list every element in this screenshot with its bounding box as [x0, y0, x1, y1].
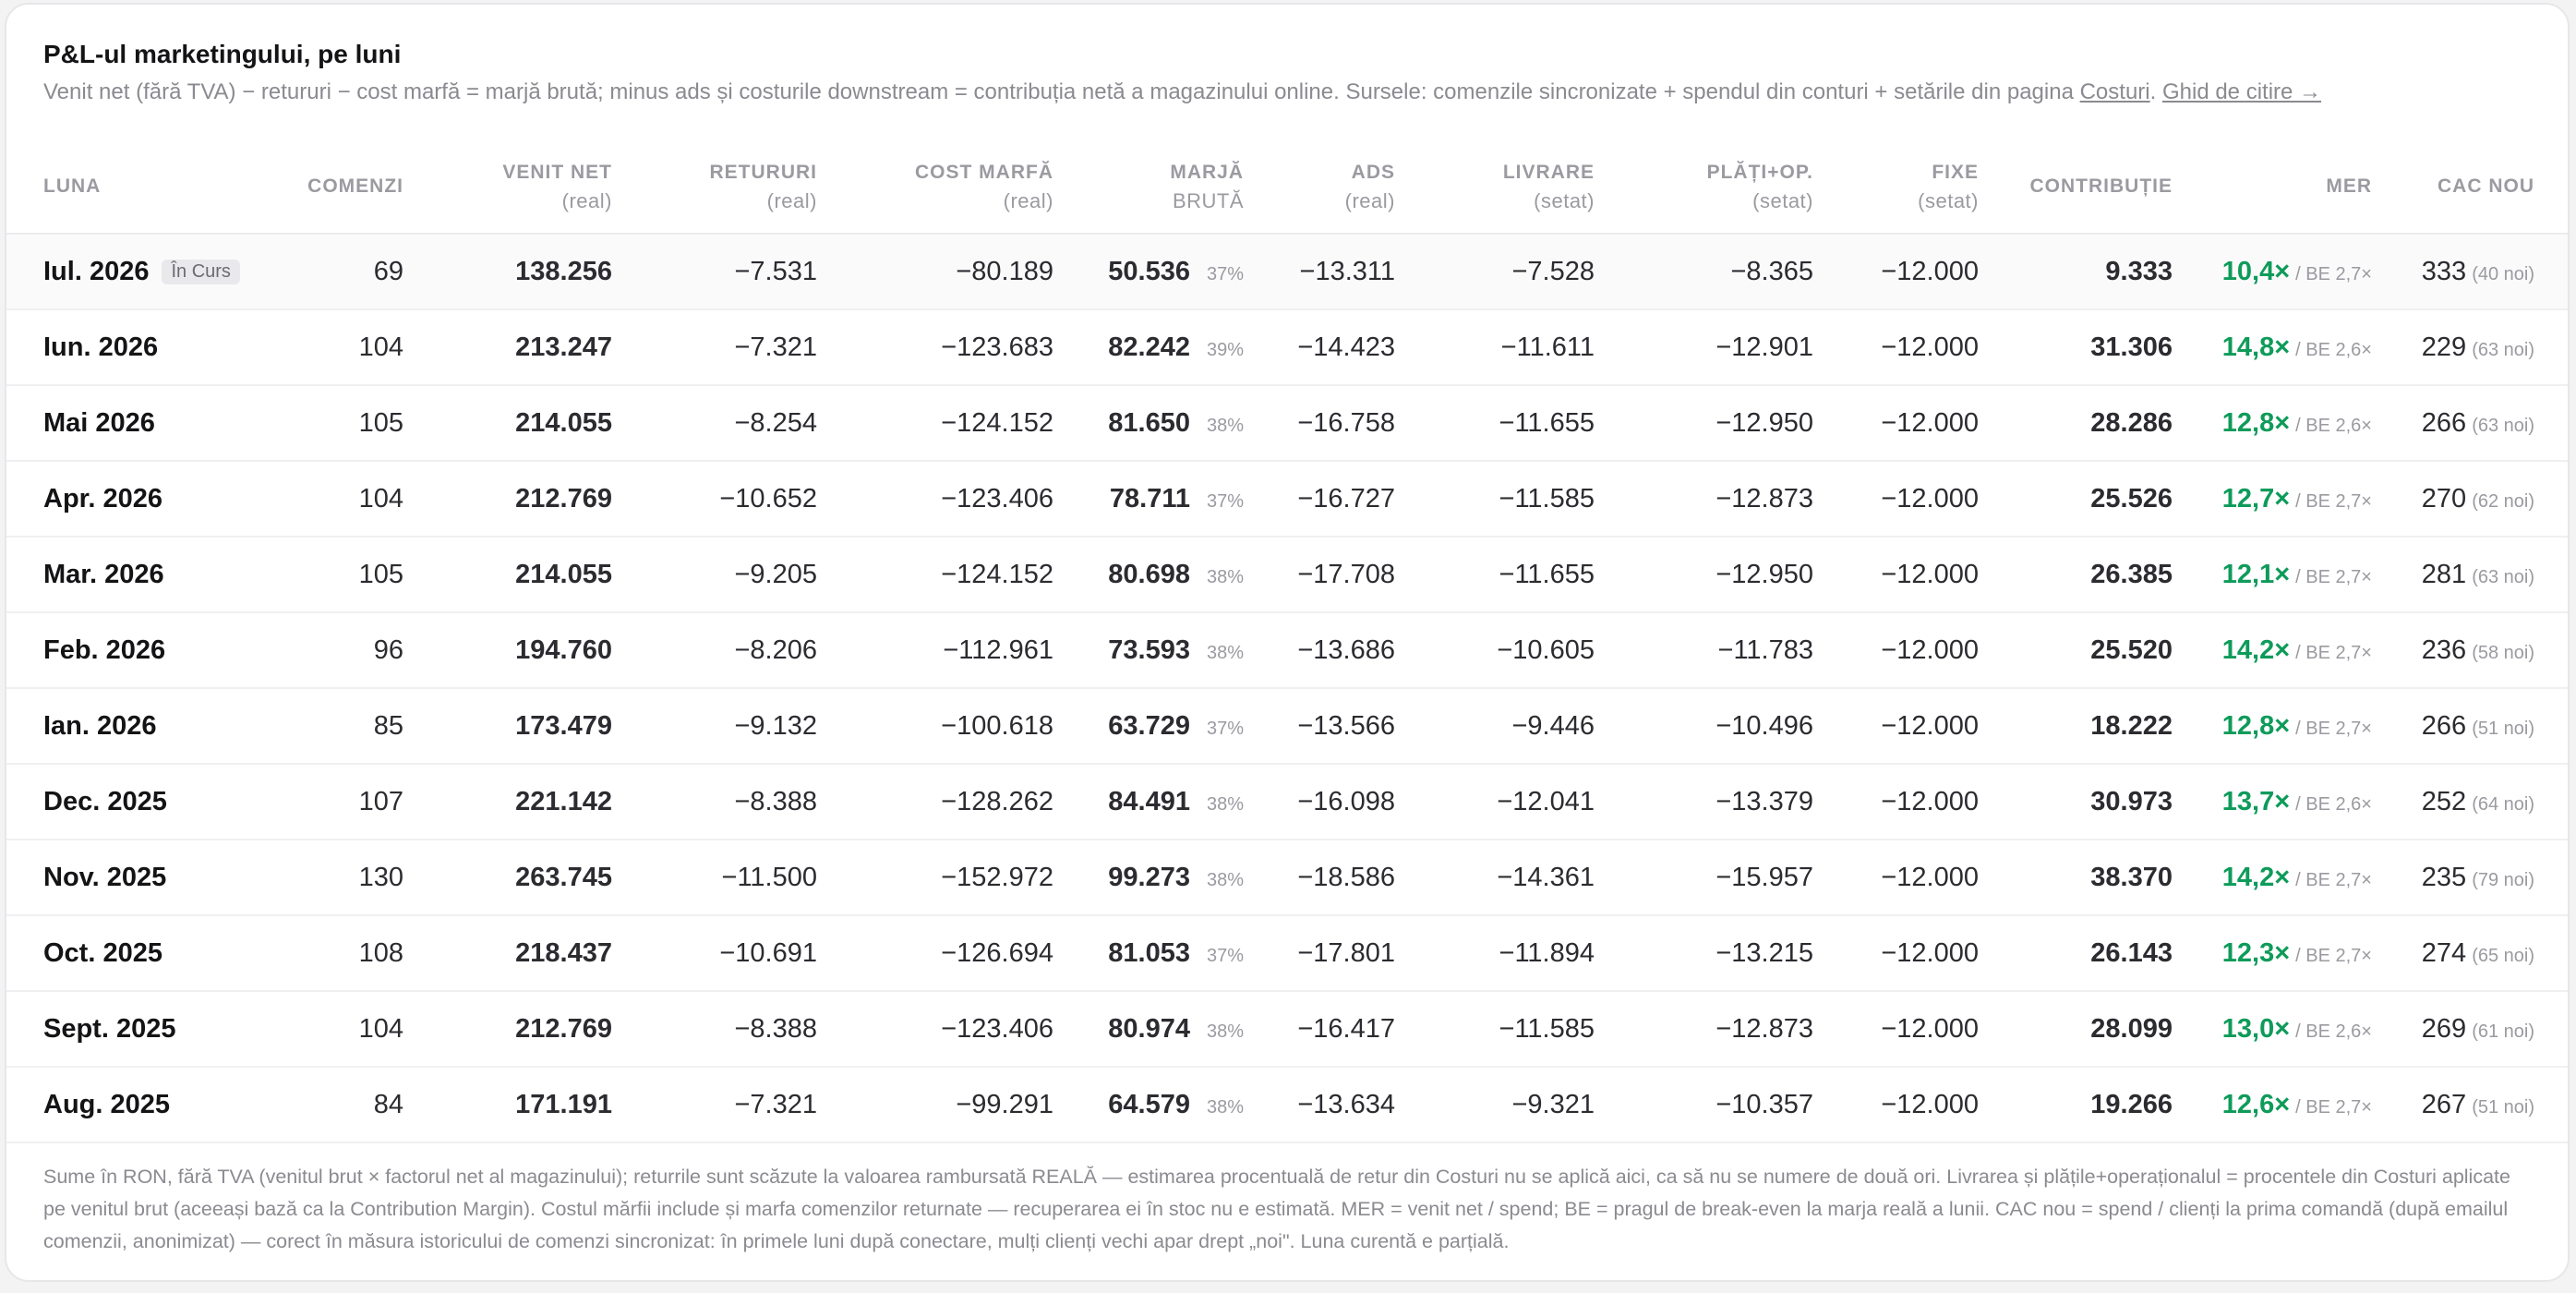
payments-ops-cell: −13.215: [1595, 915, 1813, 991]
gross-margin-value: 63.729: [1108, 710, 1190, 741]
cac-value: 266: [2421, 407, 2467, 438]
net-revenue-cell: 214.055: [403, 385, 612, 461]
month-cell: [6, 385, 214, 461]
gross-margin-percent: 38%: [1206, 415, 1244, 436]
cogs-cell: −112.961: [817, 612, 1053, 688]
table-row[interactable]: [6, 234, 2570, 309]
contribution-cell: 26.143: [1979, 915, 2173, 991]
payments-ops-cell: −11.783: [1595, 612, 1813, 688]
gross-margin-percent: 37%: [1206, 718, 1244, 739]
column-header-label: LIVRARE: [1502, 161, 1595, 183]
month-label: Feb. 2026: [43, 634, 166, 665]
cac-value: 281: [2421, 559, 2467, 589]
column-header: [1813, 139, 1979, 234]
returns-cell: −8.388: [612, 991, 817, 1067]
guide-link[interactable]: Ghid de citire →: [2161, 79, 2322, 104]
ads-cell: −13.686: [1244, 612, 1395, 688]
cac-value: 267: [2421, 1089, 2467, 1119]
mer-cell: [2173, 537, 2372, 612]
payments-ops-cell: −10.357: [1595, 1067, 1813, 1142]
month-label: Oct. 2025: [43, 937, 163, 968]
orders-cell: 107: [214, 764, 403, 840]
pl-card: [5, 3, 2570, 1282]
returns-cell: −10.652: [612, 461, 817, 537]
new-customers-count: (64 noi): [2472, 793, 2534, 815]
fixed-costs-cell: −12.000: [1813, 385, 1979, 461]
fixed-costs-cell: −12.000: [1813, 537, 1979, 612]
returns-cell: −7.531: [612, 234, 817, 309]
column-header: [214, 139, 403, 234]
gross-margin-cell: [1053, 612, 1244, 688]
orders-cell: 104: [214, 309, 403, 385]
column-header: [403, 139, 612, 234]
shipping-cell: −9.321: [1395, 1067, 1595, 1142]
gross-margin-value: 99.273: [1108, 862, 1190, 892]
new-customers-count: (40 noi): [2472, 263, 2534, 284]
contribution-cell: 31.306: [1979, 309, 2173, 385]
ads-cell: −18.586: [1244, 840, 1395, 915]
card-subtitle: [43, 77, 2531, 108]
gross-margin-percent: 37%: [1206, 945, 1244, 966]
new-customers-count: (51 noi): [2472, 1096, 2534, 1118]
gross-margin-percent: 39%: [1206, 339, 1244, 360]
orders-cell: 85: [214, 688, 403, 764]
mer-value: 12,8×: [2221, 407, 2291, 438]
month-cell: [6, 612, 214, 688]
cogs-cell: −152.972: [817, 840, 1053, 915]
ads-cell: −16.727: [1244, 461, 1395, 537]
gross-margin-value: 50.536: [1108, 256, 1190, 286]
net-revenue-cell: 194.760: [403, 612, 612, 688]
returns-cell: −8.206: [612, 612, 817, 688]
cac-value: 266: [2421, 710, 2467, 741]
break-even-label: / BE 2,7×: [2295, 1096, 2372, 1118]
gross-margin-percent: 38%: [1206, 869, 1244, 890]
cac-cell: [2372, 612, 2570, 688]
fixed-costs-cell: −12.000: [1813, 612, 1979, 688]
returns-cell: −9.132: [612, 688, 817, 764]
mer-value: 14,8×: [2221, 332, 2291, 362]
fixed-costs-cell: −12.000: [1813, 1067, 1979, 1142]
contribution-cell: 18.222: [1979, 688, 2173, 764]
gross-margin-cell: [1053, 840, 1244, 915]
gross-margin-cell: [1053, 915, 1244, 991]
column-header-label: ADS: [1351, 161, 1395, 183]
shipping-cell: −12.041: [1395, 764, 1595, 840]
orders-cell: 104: [214, 991, 403, 1067]
net-revenue-cell: 212.769: [403, 991, 612, 1067]
table-row[interactable]: [6, 309, 2570, 385]
gross-margin-percent: 37%: [1206, 263, 1244, 284]
orders-cell: 105: [214, 385, 403, 461]
cac-value: 270: [2421, 483, 2467, 514]
cac-value: 236: [2421, 634, 2467, 665]
cac-cell: [2372, 385, 2570, 461]
payments-ops-cell: −12.950: [1595, 385, 1813, 461]
mer-cell: [2173, 612, 2372, 688]
ads-cell: −16.417: [1244, 991, 1395, 1067]
column-header-label: MER: [2326, 175, 2372, 197]
break-even-label: / BE 2,7×: [2295, 718, 2372, 739]
column-header-label: COST MARFĂ: [915, 161, 1053, 183]
fixed-costs-cell: −12.000: [1813, 991, 1979, 1067]
mer-cell: [2173, 688, 2372, 764]
shipping-cell: −11.585: [1395, 991, 1595, 1067]
month-label: Mar. 2026: [43, 559, 164, 589]
new-customers-count: (61 noi): [2472, 1021, 2534, 1042]
orders-cell: 84: [214, 1067, 403, 1142]
mer-cell: [2173, 840, 2372, 915]
cogs-cell: −80.189: [817, 234, 1053, 309]
column-header: [817, 139, 1053, 234]
gross-margin-cell: [1053, 385, 1244, 461]
gross-margin-value: 81.053: [1108, 937, 1190, 968]
month-label: Mai 2026: [43, 407, 155, 438]
new-customers-count: (65 noi): [2472, 945, 2534, 966]
ads-cell: −16.098: [1244, 764, 1395, 840]
returns-cell: −10.691: [612, 915, 817, 991]
column-header-label: CAC NOU: [2438, 175, 2534, 197]
break-even-label: / BE 2,6×: [2295, 793, 2372, 815]
shipping-cell: −14.361: [1395, 840, 1595, 915]
column-header: [1244, 139, 1395, 234]
table-row[interactable]: [6, 385, 2570, 461]
orders-cell: 96: [214, 612, 403, 688]
gross-margin-cell: [1053, 764, 1244, 840]
fixed-costs-cell: −12.000: [1813, 840, 1979, 915]
contribution-cell: 25.520: [1979, 612, 2173, 688]
month-cell: [6, 537, 214, 612]
gross-margin-percent: 38%: [1206, 566, 1244, 587]
gross-margin-cell: [1053, 688, 1244, 764]
contribution-cell: 28.099: [1979, 991, 2173, 1067]
column-header: [6, 139, 214, 234]
cac-cell: [2372, 991, 2570, 1067]
gross-margin-cell: [1053, 461, 1244, 537]
column-header-label: VENIT NET: [502, 161, 612, 183]
gross-margin-percent: 37%: [1206, 490, 1244, 512]
returns-cell: −7.321: [612, 1067, 817, 1142]
net-revenue-cell: 218.437: [403, 915, 612, 991]
mer-value: 13,7×: [2221, 786, 2291, 816]
new-customers-count: (51 noi): [2472, 718, 2534, 739]
month-label: Iun. 2026: [43, 332, 159, 362]
cogs-cell: −128.262: [817, 764, 1053, 840]
ads-cell: −13.634: [1244, 1067, 1395, 1142]
gross-margin-value: 73.593: [1108, 634, 1190, 665]
shipping-cell: −11.655: [1395, 385, 1595, 461]
mer-value: 12,8×: [2221, 710, 2291, 741]
payments-ops-cell: −12.873: [1595, 991, 1813, 1067]
cogs-cell: −123.683: [817, 309, 1053, 385]
gross-margin-percent: 38%: [1206, 1096, 1244, 1118]
column-header-label: PLĂȚI+OP.: [1706, 161, 1813, 183]
orders-cell: 130: [214, 840, 403, 915]
break-even-label: / BE 2,7×: [2295, 566, 2372, 587]
fixed-costs-cell: −12.000: [1813, 309, 1979, 385]
mer-value: 13,0×: [2221, 1013, 2291, 1044]
status-badge: În Curs: [162, 260, 239, 284]
gross-margin-cell: [1053, 1067, 1244, 1142]
month-cell: [6, 1067, 214, 1142]
net-revenue-cell: 212.769: [403, 461, 612, 537]
payments-ops-cell: −10.496: [1595, 688, 1813, 764]
table-header-row: [6, 139, 2570, 234]
column-header-label: RETURURI: [709, 161, 817, 183]
gross-margin-cell: [1053, 991, 1244, 1067]
mer-value: 14,2×: [2221, 862, 2291, 892]
mer-cell: [2173, 234, 2372, 309]
contribution-cell: 9.333: [1979, 234, 2173, 309]
card-title: P&L-ul marketingului, pe luni: [43, 40, 402, 68]
orders-cell: 105: [214, 537, 403, 612]
column-header-label: LUNA: [43, 175, 102, 197]
cac-value: 235: [2421, 862, 2467, 892]
month-label: Dec. 2025: [43, 786, 167, 816]
payments-ops-cell: −12.950: [1595, 537, 1813, 612]
net-revenue-cell: 221.142: [403, 764, 612, 840]
fixed-costs-cell: −12.000: [1813, 234, 1979, 309]
month-label: Apr. 2026: [43, 483, 163, 514]
column-header-label: FIXE: [1932, 161, 1979, 183]
month-label: Ian. 2026: [43, 710, 157, 741]
net-revenue-cell: 213.247: [403, 309, 612, 385]
month-label: Iul. 2026: [43, 256, 150, 286]
column-header: [1979, 139, 2173, 234]
cogs-cell: −100.618: [817, 688, 1053, 764]
column-header: [1395, 139, 1595, 234]
shipping-cell: −10.605: [1395, 612, 1595, 688]
break-even-label: / BE 2,6×: [2295, 339, 2372, 360]
gross-margin-cell: [1053, 537, 1244, 612]
subtitle-text: Venit net (fără TVA) − retururi − cost marfă = marjă brută; minus ads și costurile downstream = contribuția netă a magazinului online. Sursele: comenzile sincronizate + spendul din conturi + setările din pagina: [43, 79, 2080, 104]
column-header: [2372, 139, 2570, 234]
returns-cell: −11.500: [612, 840, 817, 915]
month-cell: [6, 915, 214, 991]
ads-cell: −14.423: [1244, 309, 1395, 385]
column-header-sublabel: (real): [1003, 188, 1053, 212]
net-revenue-cell: 138.256: [403, 234, 612, 309]
orders-cell: 108: [214, 915, 403, 991]
gross-margin-value: 81.650: [1108, 407, 1190, 438]
cac-cell: [2372, 840, 2570, 915]
column-header-label: MARJĂ: [1170, 161, 1244, 183]
payments-ops-cell: −13.379: [1595, 764, 1813, 840]
cac-cell: [2372, 537, 2570, 612]
month-cell: [6, 991, 214, 1067]
column-header-sublabel: BRUTĂ: [1172, 188, 1244, 212]
subtitle-separator: .: [2149, 79, 2157, 104]
table-row[interactable]: [6, 915, 2570, 991]
cac-value: 269: [2421, 1013, 2467, 1044]
gross-margin-value: 80.698: [1108, 559, 1190, 589]
mer-value: 12,3×: [2221, 937, 2291, 968]
mer-cell: [2173, 915, 2372, 991]
costuri-link[interactable]: Costuri: [2079, 79, 2150, 104]
payments-ops-cell: −8.365: [1595, 234, 1813, 309]
break-even-label: / BE 2,7×: [2295, 945, 2372, 966]
fixed-costs-cell: −12.000: [1813, 461, 1979, 537]
column-header-sublabel: (setat): [1918, 188, 1979, 212]
column-header: [1053, 139, 1244, 234]
table-row[interactable]: [6, 612, 2570, 688]
mer-cell: [2173, 764, 2372, 840]
ads-cell: −13.566: [1244, 688, 1395, 764]
fixed-costs-cell: −12.000: [1813, 915, 1979, 991]
shipping-cell: −11.894: [1395, 915, 1595, 991]
cac-value: 333: [2421, 256, 2467, 286]
column-header-sublabel: (real): [1344, 188, 1395, 212]
contribution-cell: 38.370: [1979, 840, 2173, 915]
returns-cell: −8.388: [612, 764, 817, 840]
cogs-cell: −126.694: [817, 915, 1053, 991]
gross-margin-value: 64.579: [1108, 1089, 1190, 1119]
break-even-label: / BE 2,6×: [2295, 415, 2372, 436]
fixed-costs-cell: −12.000: [1813, 688, 1979, 764]
new-customers-count: (63 noi): [2472, 566, 2534, 587]
new-customers-count: (79 noi): [2472, 869, 2534, 890]
cogs-cell: −124.152: [817, 537, 1053, 612]
gross-margin-value: 84.491: [1108, 786, 1190, 816]
gross-margin-percent: 38%: [1206, 642, 1244, 663]
payments-ops-cell: −12.873: [1595, 461, 1813, 537]
column-header-label: COMENZI: [307, 175, 403, 197]
ads-cell: −13.311: [1244, 234, 1395, 309]
column-header: [612, 139, 817, 234]
cac-value: 274: [2421, 937, 2467, 968]
mer-value: 14,2×: [2221, 634, 2291, 665]
orders-cell: 69: [214, 234, 403, 309]
column-header: [1595, 139, 1813, 234]
ads-cell: −16.758: [1244, 385, 1395, 461]
break-even-label: / BE 2,7×: [2295, 642, 2372, 663]
cogs-cell: −123.406: [817, 461, 1053, 537]
contribution-cell: 30.973: [1979, 764, 2173, 840]
column-header-sublabel: (setat): [1752, 188, 1813, 212]
gross-margin-percent: 38%: [1206, 793, 1244, 815]
returns-cell: −9.205: [612, 537, 817, 612]
mer-cell: [2173, 461, 2372, 537]
contribution-cell: 26.385: [1979, 537, 2173, 612]
break-even-label: / BE 2,7×: [2295, 869, 2372, 890]
orders-cell: 104: [214, 461, 403, 537]
returns-cell: −7.321: [612, 309, 817, 385]
card-header: [43, 38, 2531, 108]
payments-ops-cell: −15.957: [1595, 840, 1813, 915]
net-revenue-cell: 171.191: [403, 1067, 612, 1142]
contribution-cell: 19.266: [1979, 1067, 2173, 1142]
table-row[interactable]: [6, 537, 2570, 612]
gross-margin-value: 80.974: [1108, 1013, 1190, 1044]
column-header-sublabel: (setat): [1534, 188, 1595, 212]
payments-ops-cell: −12.901: [1595, 309, 1813, 385]
month-label: Nov. 2025: [43, 862, 167, 892]
cac-cell: [2372, 234, 2570, 309]
gross-margin-percent: 38%: [1206, 1021, 1244, 1042]
table-row[interactable]: [6, 461, 2570, 537]
month-cell: [6, 764, 214, 840]
cac-cell: [2372, 764, 2570, 840]
month-cell: [6, 688, 214, 764]
gross-margin-cell: [1053, 234, 1244, 309]
mer-value: 10,4×: [2221, 256, 2291, 286]
fixed-costs-cell: −12.000: [1813, 764, 1979, 840]
net-revenue-cell: 263.745: [403, 840, 612, 915]
cogs-cell: −124.152: [817, 385, 1053, 461]
pl-table: [6, 139, 2570, 1143]
column-header-sublabel: (real): [766, 188, 817, 212]
shipping-cell: −11.585: [1395, 461, 1595, 537]
month-cell: [6, 234, 231, 309]
table-body: [6, 234, 2570, 1142]
table-row[interactable]: [6, 764, 2570, 840]
cac-cell: [2372, 688, 2570, 764]
contribution-cell: 25.526: [1979, 461, 2173, 537]
shipping-cell: −7.528: [1395, 234, 1595, 309]
new-customers-count: (63 noi): [2472, 415, 2534, 436]
cac-value: 252: [2421, 786, 2467, 816]
month-label: Aug. 2025: [43, 1089, 170, 1119]
mer-cell: [2173, 385, 2372, 461]
break-even-label: / BE 2,7×: [2295, 490, 2372, 512]
month-cell: [6, 461, 214, 537]
new-customers-count: (58 noi): [2472, 642, 2534, 663]
break-even-label: / BE 2,6×: [2295, 1021, 2372, 1042]
table-row[interactable]: [6, 1067, 2570, 1142]
mer-cell: [2173, 1067, 2372, 1142]
returns-cell: −8.254: [612, 385, 817, 461]
cac-cell: [2372, 1067, 2570, 1142]
cac-cell: [2372, 309, 2570, 385]
mer-value: 12,1×: [2221, 559, 2291, 589]
shipping-cell: −9.446: [1395, 688, 1595, 764]
mer-value: 12,6×: [2221, 1089, 2291, 1119]
cogs-cell: −99.291: [817, 1067, 1053, 1142]
footnote: Sume în RON, fără TVA (venitul brut × factorul net al magazinului); returrile sunt scăzute la valoarea rambursată REALĂ — estimarea procentuală de retur din Costuri nu se aplică aici, ca să nu se numere de două ori. Livrarea și plățile+operaționalul = procentele din Costuri aplicate pe venitul brut (aceeași bază ca la Contribution Margin). Costul mărfii include și marfa comenzilor returnate — recuperarea ei în stoc nu e estimată. MER = venit net / spend; BE = pragul de break-even la marja reală a lunii. CAC nou = spend / clienți la prima comandă (după emailul comenzii, anonimizat) — corect în măsura istoricului de comenzi sincronizat: în primele luni după conectare, mulți clienți vechi apar drept „noi". Luna curentă e parțială.: [43, 1166, 2510, 1252]
contribution-cell: 28.286: [1979, 385, 2173, 461]
gross-margin-value: 78.711: [1109, 483, 1190, 514]
ads-cell: −17.708: [1244, 537, 1395, 612]
column-header: [2173, 139, 2372, 234]
new-customers-count: (62 noi): [2472, 490, 2534, 512]
net-revenue-cell: 214.055: [403, 537, 612, 612]
net-revenue-cell: 173.479: [403, 688, 612, 764]
cac-value: 229: [2421, 332, 2467, 362]
shipping-cell: −11.611: [1395, 309, 1595, 385]
new-customers-count: (63 noi): [2472, 339, 2534, 360]
month-cell: [6, 840, 214, 915]
month-cell: [6, 309, 214, 385]
cogs-cell: −123.406: [817, 991, 1053, 1067]
month-label: Sept. 2025: [43, 1013, 176, 1044]
column-header-label: CONTRIBUȚIE: [2029, 175, 2173, 197]
gross-margin-cell: [1053, 309, 1244, 385]
ads-cell: −17.801: [1244, 915, 1395, 991]
column-header-sublabel: (real): [561, 188, 612, 212]
cac-cell: [2372, 915, 2570, 991]
table-row[interactable]: [6, 688, 2570, 764]
break-even-label: / BE 2,7×: [2295, 263, 2372, 284]
mer-cell: [2173, 309, 2372, 385]
table-row[interactable]: [6, 840, 2570, 915]
mer-cell: [2173, 991, 2372, 1067]
gross-margin-value: 82.242: [1108, 332, 1190, 362]
cac-cell: [2372, 461, 2570, 537]
table-row[interactable]: [6, 991, 2570, 1067]
shipping-cell: −11.655: [1395, 537, 1595, 612]
mer-value: 12,7×: [2221, 483, 2291, 514]
